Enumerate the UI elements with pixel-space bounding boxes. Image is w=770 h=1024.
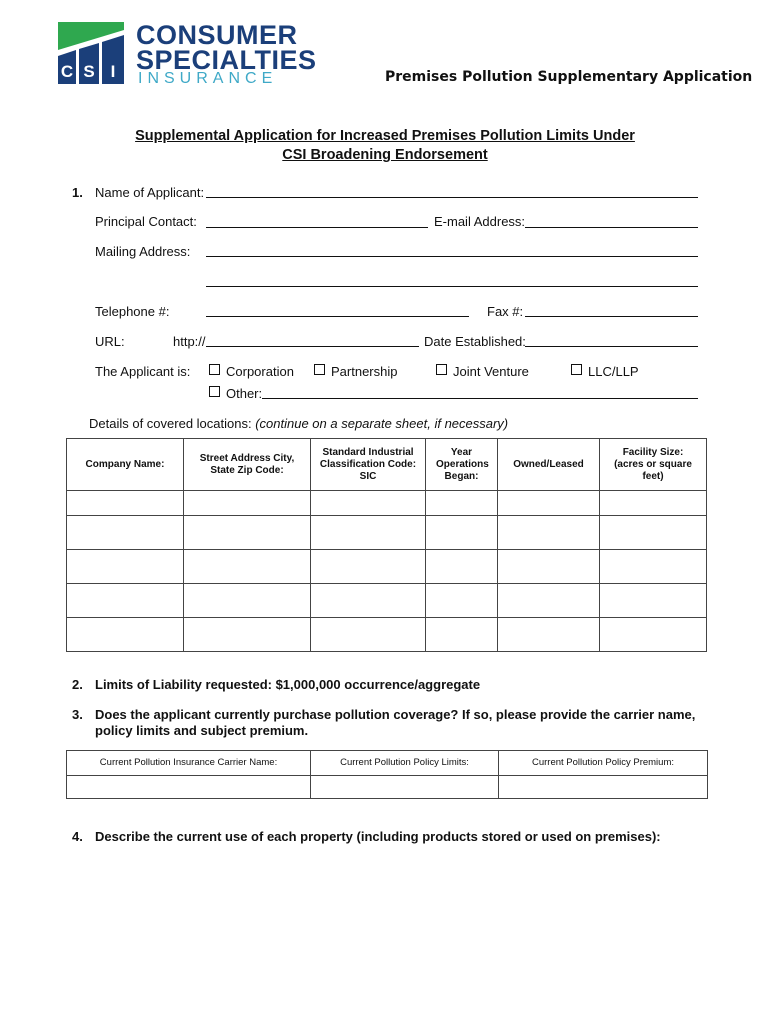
table-cell[interactable] (184, 618, 311, 652)
covered-locations-table (66, 438, 707, 652)
other-checkbox[interactable] (209, 386, 220, 397)
joint-venture-checkbox[interactable] (436, 364, 447, 375)
corporation-checkbox[interactable] (209, 364, 220, 375)
section-3-line-1: Does the applicant currently purchase pollution coverage? If so, please provide the carrier name, (95, 707, 696, 722)
table-row (67, 776, 708, 799)
policy-premium-header: Current Pollution Policy Premium: (499, 751, 708, 776)
telephone-field[interactable] (206, 316, 469, 317)
table-row (67, 491, 707, 516)
section-3-line-2: policy limits and subject premium. (95, 723, 309, 738)
fax-field[interactable] (525, 316, 698, 317)
limits-of-liability-text: Limits of Liability requested: $1,000,000 occurrence/aggregate (95, 677, 481, 692)
table-header-row (67, 439, 707, 491)
logo-line-3: INSURANCE (138, 70, 278, 87)
table-cell[interactable] (426, 550, 498, 584)
table-header-row (67, 751, 708, 776)
table-cell[interactable] (498, 584, 600, 618)
table-cell[interactable] (67, 584, 184, 618)
name-of-applicant-label: Name of Applicant: (95, 185, 205, 200)
table-cell[interactable] (498, 618, 600, 652)
company-name-header: Company Name: (67, 439, 184, 491)
mailing-address-label: Mailing Address: (95, 244, 191, 259)
table-cell[interactable] (67, 618, 184, 652)
form-header-title: Premises Pollution Supplementary Application (385, 69, 753, 85)
table-cell[interactable] (498, 516, 600, 550)
table-cell[interactable] (600, 584, 707, 618)
sic-code-header: Standard Industrial Classification Code: SIC (311, 439, 426, 491)
table-cell[interactable] (184, 584, 311, 618)
llc-llp-label: LLC/LLP (588, 364, 639, 379)
telephone-label: Telephone #: (95, 304, 170, 319)
date-established-label: Date Established: (424, 334, 526, 349)
csi-logo-mark (54, 22, 134, 86)
table-cell[interactable] (67, 550, 184, 584)
llc-llp-checkbox[interactable] (571, 364, 582, 375)
table-row (67, 618, 707, 652)
section-2-number: 2. (72, 677, 83, 692)
table-row (67, 550, 707, 584)
covered-locations-label (89, 416, 508, 431)
logo-letter-c: C (60, 62, 74, 81)
table-cell[interactable] (184, 516, 311, 550)
table-cell[interactable] (498, 491, 600, 516)
table-cell[interactable] (311, 491, 426, 516)
logo-line-2: SPECIALTIES (136, 45, 317, 75)
principal-contact-label: Principal Contact: (95, 214, 197, 229)
table-cell[interactable] (426, 491, 498, 516)
table-cell[interactable] (184, 491, 311, 516)
url-label: URL: (95, 334, 125, 349)
table-cell[interactable] (311, 776, 499, 799)
logo-line-1: CONSUMER (136, 20, 298, 50)
carrier-name-header: Current Pollution Insurance Carrier Name: (67, 751, 311, 776)
table-cell[interactable] (426, 618, 498, 652)
applicant-is-label: The Applicant is: (95, 364, 191, 379)
url-prefix: http:// (173, 334, 206, 349)
corporation-label: Corporation (226, 364, 294, 379)
joint-venture-label: Joint Venture (453, 364, 529, 379)
table-cell[interactable] (311, 584, 426, 618)
facility-size-header: Facility Size: (acres or square feet) (600, 439, 707, 491)
section-4-number: 4. (72, 829, 83, 844)
table-cell[interactable] (311, 550, 426, 584)
mailing-address-field-1[interactable] (206, 256, 698, 257)
logo-letter-i: I (110, 62, 116, 81)
section-3-number: 3. (72, 707, 83, 722)
fax-label: Fax #: (487, 304, 524, 319)
email-address-field[interactable] (525, 227, 698, 228)
table-cell[interactable] (67, 516, 184, 550)
table-cell[interactable] (426, 516, 498, 550)
table-row (67, 516, 707, 550)
policy-limits-header: Current Pollution Policy Limits: (311, 751, 499, 776)
partnership-checkbox[interactable] (314, 364, 325, 375)
year-began-header: Year Operations Began: (426, 439, 498, 491)
table-cell[interactable] (67, 491, 184, 516)
table-cell[interactable] (426, 584, 498, 618)
other-label: Other: (226, 386, 263, 401)
table-cell[interactable] (311, 618, 426, 652)
page-title (0, 127, 770, 165)
company-logo (54, 20, 317, 87)
partnership-label: Partnership (331, 364, 398, 379)
table-cell[interactable] (600, 550, 707, 584)
covered-locations-text: Details of covered locations: (89, 416, 252, 431)
covered-locations-note: (continue on a separate sheet, if necessary) (255, 416, 509, 431)
describe-use-text: Describe the current use of each property (including products stored or used on premises): (95, 829, 661, 844)
name-of-applicant-field[interactable] (206, 197, 698, 198)
url-field[interactable] (206, 346, 419, 347)
section-1-number: 1. (72, 185, 83, 200)
email-address-label: E-mail Address: (434, 214, 526, 229)
table-row (67, 584, 707, 618)
title-line-1: Supplemental Application for Increased Premises Pollution Limits Under (135, 128, 635, 144)
title-line-2: CSI Broadening Endorsement (282, 147, 488, 163)
street-address-header: Street Address City, State Zip Code: (184, 439, 311, 491)
table-cell[interactable] (499, 776, 708, 799)
table-cell[interactable] (311, 516, 426, 550)
table-cell[interactable] (600, 618, 707, 652)
principal-contact-field[interactable] (206, 227, 428, 228)
other-field[interactable] (262, 398, 698, 399)
table-cell[interactable] (600, 491, 707, 516)
date-established-field[interactable] (525, 346, 698, 347)
table-cell[interactable] (498, 550, 600, 584)
table-cell[interactable] (67, 776, 311, 799)
table-cell[interactable] (184, 550, 311, 584)
current-pollution-table (66, 750, 708, 799)
owned-leased-header: Owned/Leased (498, 439, 600, 491)
mailing-address-field-2[interactable] (206, 286, 698, 287)
table-cell[interactable] (600, 516, 707, 550)
logo-letter-s: S (83, 62, 95, 81)
